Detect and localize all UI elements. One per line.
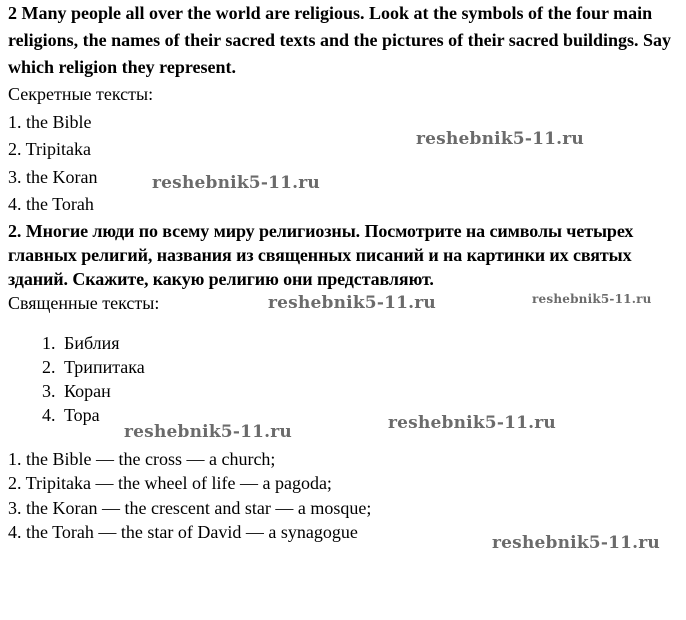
sacred-texts-list-ru: [8, 331, 684, 427]
sacred-texts-label-ru: Священные тексты:: [8, 292, 160, 313]
watermark: reshebnik5-11.ru: [124, 422, 292, 442]
watermark: reshebnik5-11.ru: [388, 413, 556, 433]
answers-block: [8, 447, 684, 545]
list-item: 2. Tripitaka: [8, 139, 92, 159]
answer-line: 1. the Bible — the cross — a church;: [8, 448, 276, 469]
list-item: 2. Трипитака: [60, 355, 684, 379]
list-item: 4. the Torah: [8, 194, 94, 214]
list-item: 3. Коран: [60, 379, 684, 403]
watermark: reshebnik5-11.ru: [416, 129, 584, 149]
answer-line: 4. the Torah — the star of David — a synagogue: [8, 522, 358, 542]
answer-line: 2. Tripitaka — the wheel of life — a pagoda;: [8, 473, 332, 493]
watermark: reshebnik5-11.ru: [152, 173, 320, 193]
document-page: [8, 0, 684, 545]
answer-line: 3. the Koran — the crescent and star — a mosque;: [8, 497, 372, 518]
list-item: 1. the Bible: [8, 111, 92, 132]
watermark: reshebnik5-11.ru: [532, 292, 652, 306]
sacred-texts-label-en: Секретные тексты:: [8, 84, 154, 104]
list-item: 3. the Koran: [8, 166, 98, 187]
task-heading-en: 2 Many people all over the world are religious. Look at the symbols of the four main religions, the names of their sacred texts and the pictures of their sacred buildings. Say which religion they represent.: [8, 3, 672, 77]
list-item: 1. Библия: [60, 331, 684, 355]
task-heading-ru: 2. Многие люди по всему миру религиозны. Посмотрите на символы четырех главных религий, названия из священных писаний и на картинки их святых зданий. Скажите, какую религию они представляют.: [8, 220, 634, 289]
watermark: reshebnik5-11.ru: [268, 293, 436, 313]
list-item: 4. Тора: [60, 403, 684, 427]
watermark: reshebnik5-11.ru: [492, 533, 660, 553]
